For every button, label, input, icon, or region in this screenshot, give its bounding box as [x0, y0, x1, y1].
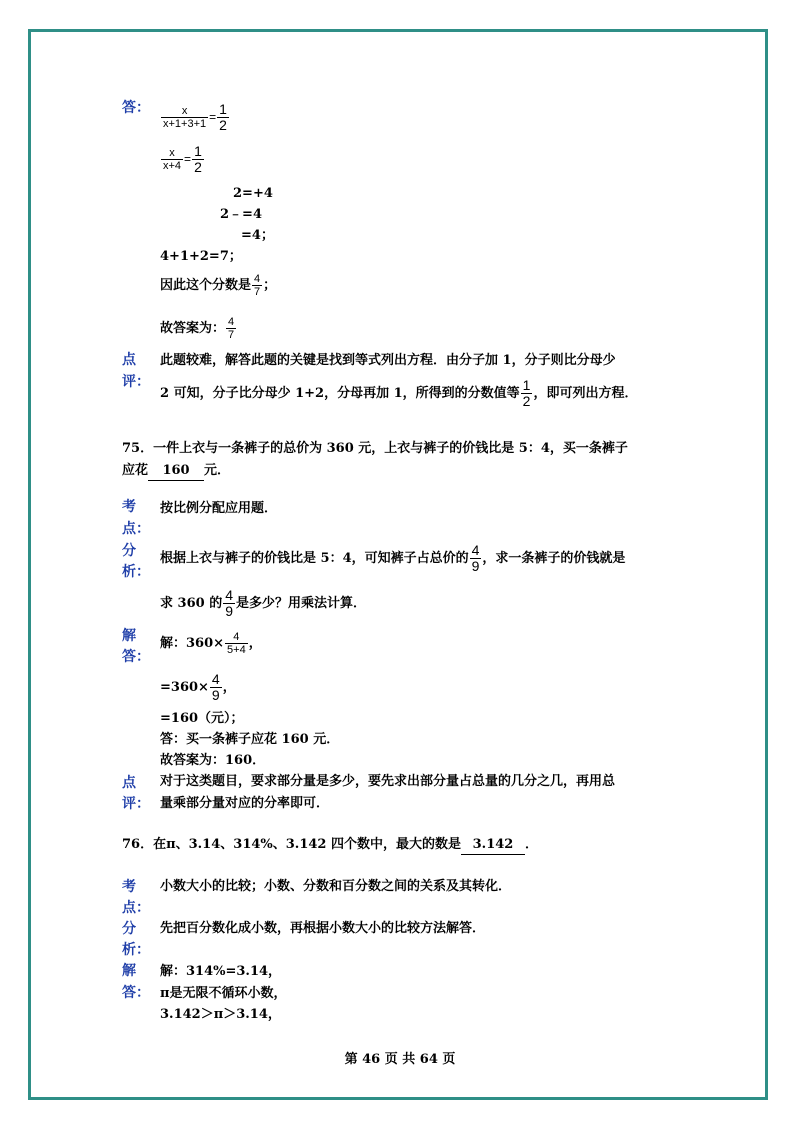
step-line: 2﹣=4	[220, 207, 262, 222]
jieda-label: 答：	[122, 649, 150, 665]
kaodian-label: 点：	[122, 900, 150, 916]
comment-label: 点	[122, 352, 136, 368]
conclusion-line: 因此这个分数是 $\frac{4}{7}$ ；	[160, 273, 277, 298]
kaodian-label: 考	[122, 499, 136, 515]
jieda-label: 解	[122, 628, 136, 644]
fenxi-text: 根据上衣与裤子的价钱比是 5：4，可知裤子占总价的 $\frac{4}{9}$ ，求一条裤子的价钱就是	[160, 542, 626, 574]
question-75-line-2: 应花 160 元．	[122, 462, 230, 481]
page-footer: 第 46 页 共 64 页	[344, 1052, 456, 1067]
answer-label: 答：	[122, 100, 150, 116]
fenxi-text: 先把百分数化成小数，再根据小数大小的比较方法解答．	[160, 921, 486, 936]
kaodian-label: 考	[122, 879, 136, 895]
fraction: $\frac{1}{2}$	[194, 143, 202, 175]
question-75-line-1: 75．一件上衣与一条裤子的总价为 360 元，上衣与裤子的价钱比是 5：4，买一条裤子	[122, 441, 628, 456]
kaodian-text: 按比例分配应用题．	[160, 501, 278, 516]
fenxi-label: 分	[122, 543, 136, 559]
fraction: $\frac{x}{x+1+3+1}$	[163, 105, 207, 130]
solution-line: 3.142＞π＞3.14，	[160, 1007, 281, 1022]
comment-label: 评：	[122, 374, 150, 390]
fraction: $\frac{4}{7}$	[254, 273, 261, 298]
kaodian-label: 点：	[122, 521, 150, 537]
comment-label: 评：	[122, 796, 150, 812]
fraction: $\frac{4}{7}$	[228, 316, 235, 341]
kaodian-text: 小数大小的比较；小数、分数和百分数之间的关系及其转化．	[160, 879, 512, 894]
solution-line: 答：买一条裤子应花 160 元．	[160, 732, 340, 747]
comment-text: 量乘部分量对应的分率即可．	[160, 796, 330, 811]
comment-label: 点	[122, 775, 136, 791]
fenxi-label: 析：	[122, 564, 150, 580]
solution-line: =160（元）；	[160, 711, 244, 726]
jieda-label: 解	[122, 963, 136, 979]
fraction: $\frac{4}{9}$	[211, 671, 220, 703]
fraction: $\frac{4}{5+4}$	[227, 631, 246, 656]
solution-line: π是无限不循环小数，	[160, 986, 287, 1001]
answer-blank: 160	[148, 462, 204, 481]
comment-text: 此题较难，解答此题的关键是找到等式列出方程．由分子加 1，分子则比分母少	[160, 353, 616, 368]
step-line: =4；	[241, 228, 274, 243]
solution-line: 故答案为：160．	[160, 753, 266, 768]
jieda-label: 答：	[122, 985, 150, 1001]
fraction: $\frac{4}{9}$	[471, 542, 480, 574]
comment-text: 对于这类题目，要求部分量是多少，要先求出部分量占总量的几分之几，再用总	[160, 774, 616, 789]
question-76-line-1: 76．在π、3.14、314%、3.142 四个数中，最大的数是 3.142 ．	[122, 836, 538, 855]
equation-2: $\frac{x}{x+4}$ = $\frac{1}{2}$	[163, 143, 202, 175]
answer-blank: 3.142	[461, 836, 525, 855]
answer-line: 故答案为： $\frac{4}{7}$	[160, 316, 235, 341]
fraction: $\frac{1}{2}$	[522, 377, 531, 409]
solution-line: 解：314%=3.14，	[160, 964, 282, 979]
solution-line: 解：360× $\frac{4}{5+4}$ ，	[160, 631, 262, 656]
fraction: $\frac{1}{2}$	[219, 101, 227, 133]
equation-1: $\frac{x}{x+1+3+1}$ = $\frac{1}{2}$	[163, 101, 227, 133]
step-line: 2=+4	[233, 186, 273, 201]
solution-line: =360× $\frac{4}{9}$ ，	[160, 671, 236, 703]
fenxi-label: 分	[122, 921, 136, 937]
fenxi-label: 析：	[122, 942, 150, 958]
comment-text: 2 可知，分子比分母少 1+2，分母再加 1，所得到的分数值等 $\frac{1}{2}$ ，即可列出方程．	[160, 377, 638, 409]
fenxi-text: 求 360 的 $\frac{4}{9}$ 是多少？用乘法计算．	[160, 587, 367, 619]
fraction: $\frac{4}{9}$	[225, 587, 233, 619]
step-line: 4+1+2=7；	[160, 249, 242, 264]
fraction: $\frac{x}{x+4}$	[163, 147, 182, 172]
